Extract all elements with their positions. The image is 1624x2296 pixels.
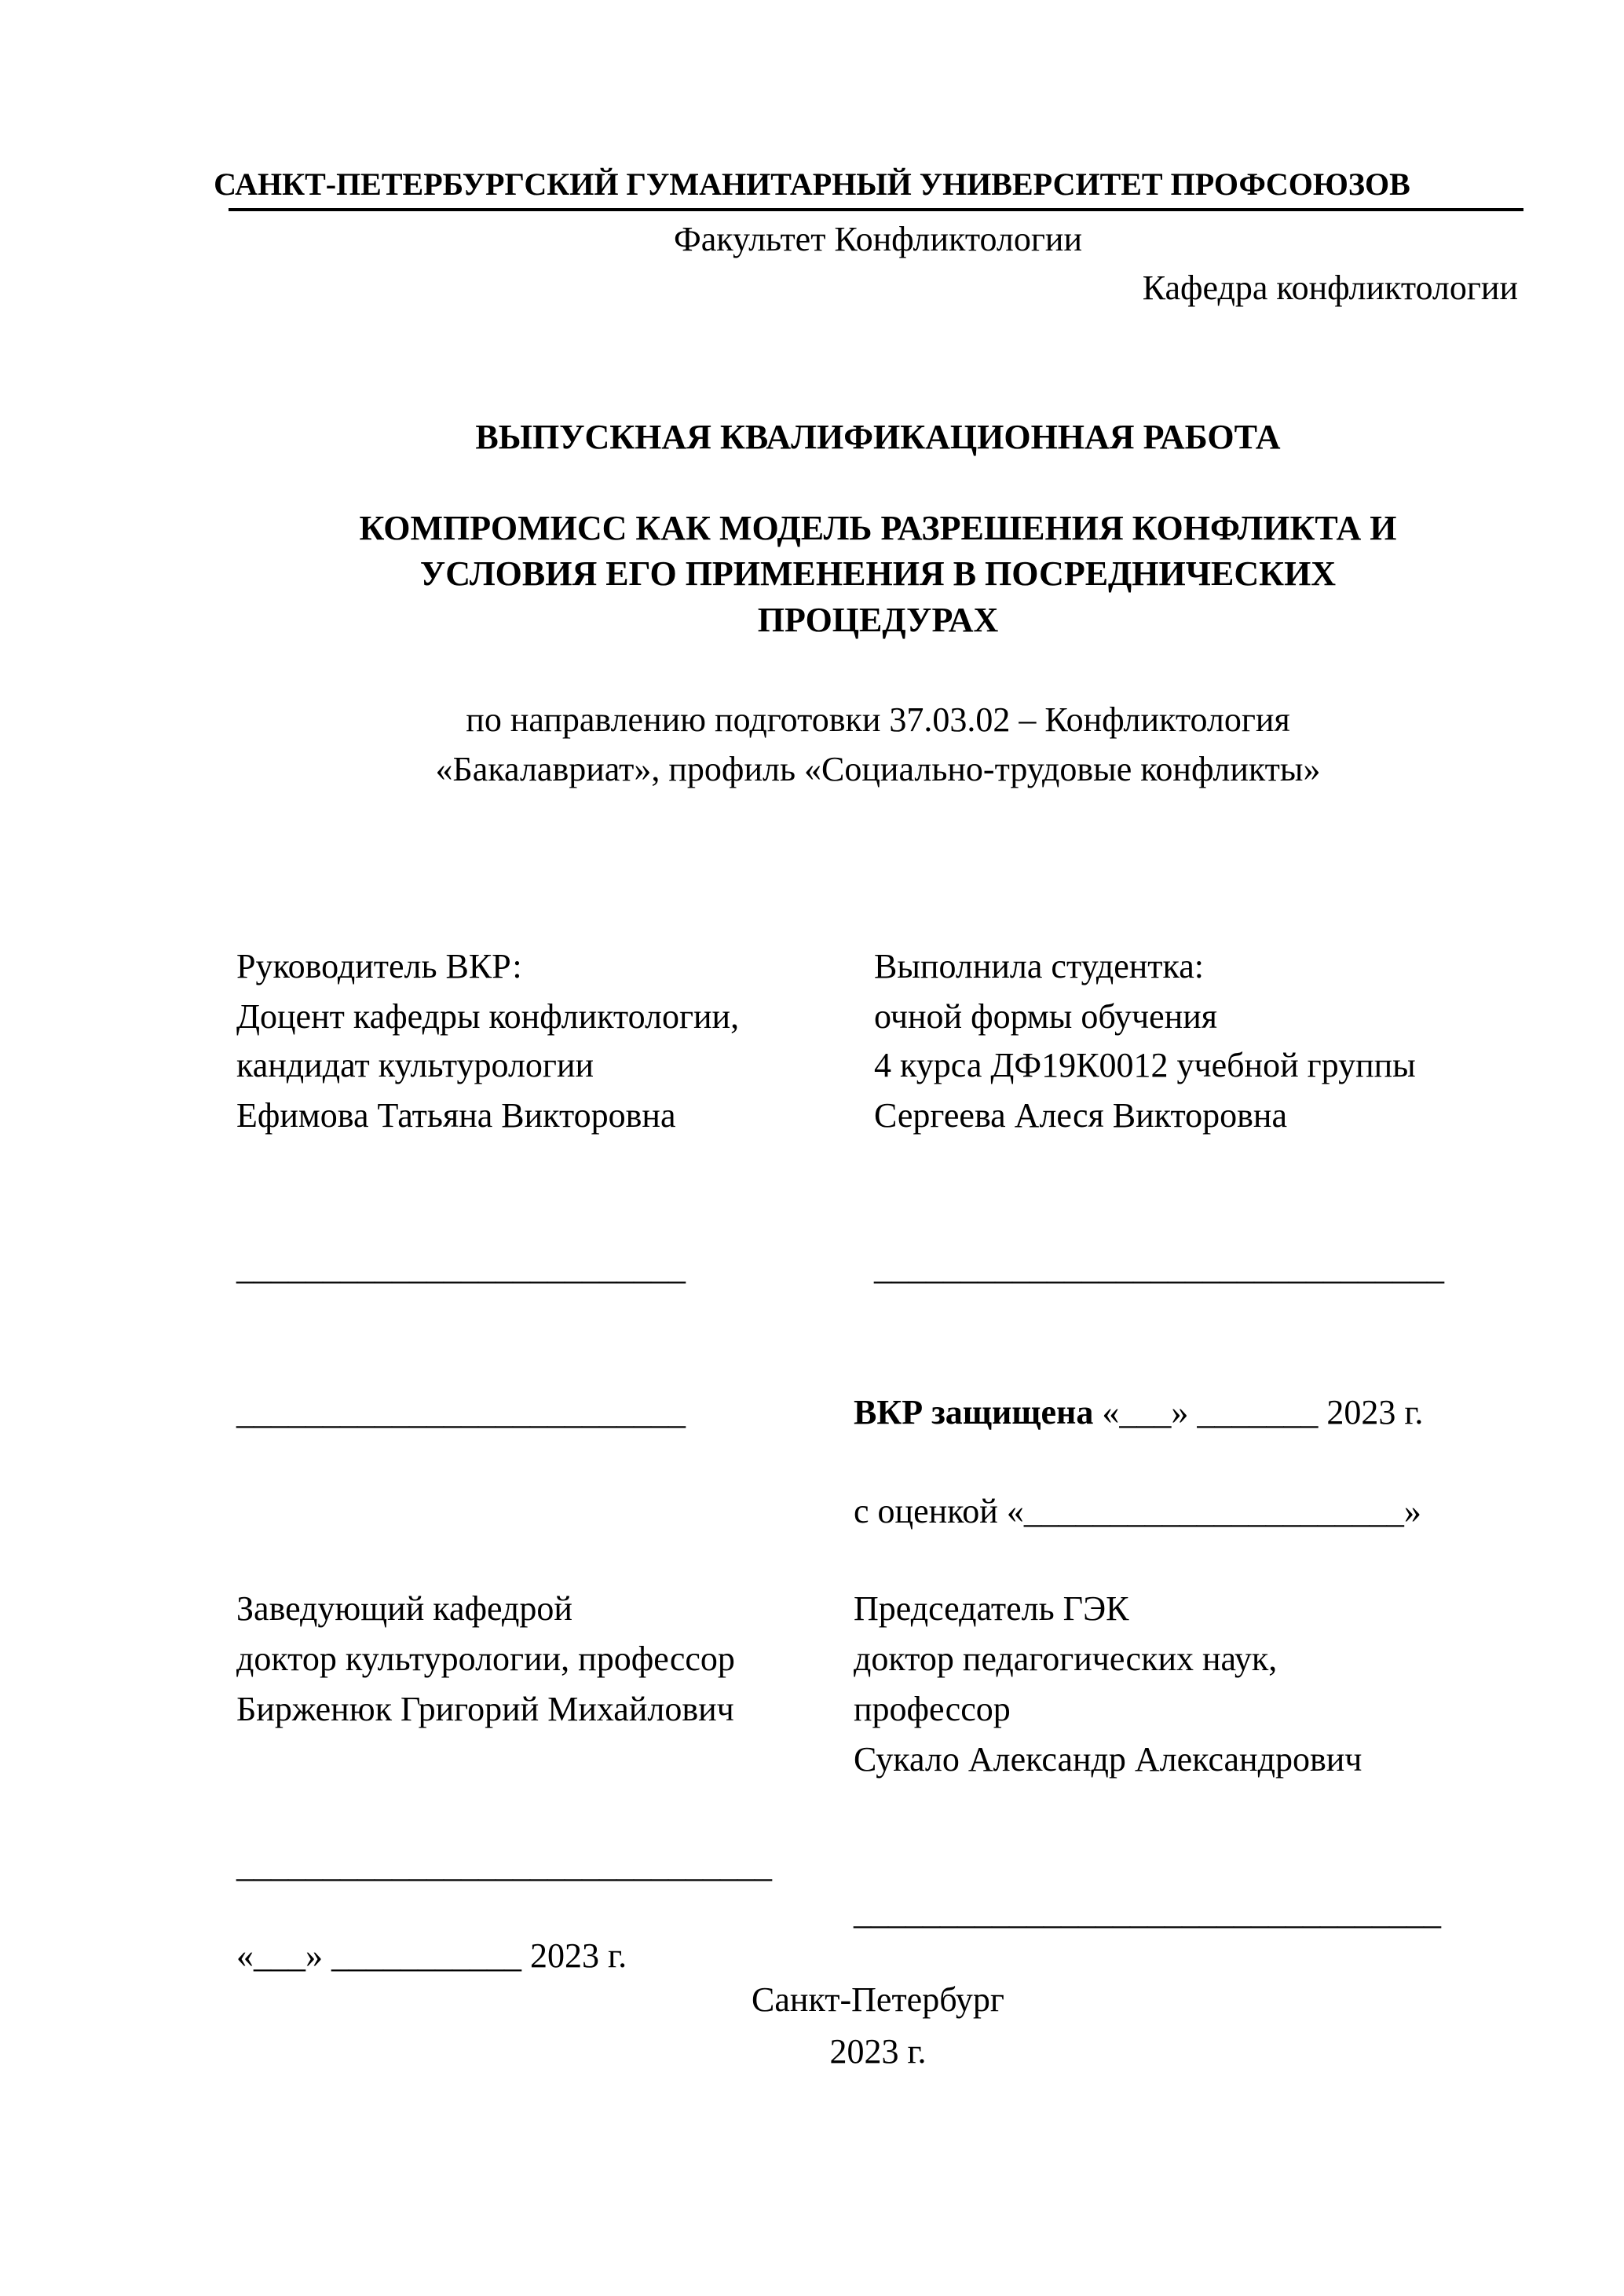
chair-line: Председатель ГЭК	[854, 1589, 1129, 1628]
chair-line: Сукало Александр Александрович	[854, 1740, 1362, 1779]
profile-text: «Бакалавриат», профиль «Социально-трудовые конфликты»	[435, 750, 1321, 788]
chair-line: доктор педагогических наук,	[854, 1640, 1278, 1678]
student-line: 4 курса ДФ19К0012 учебной группы	[874, 1046, 1416, 1084]
university-name: САНКТ-ПЕТЕРБУРГСКИЙ ГУМАНИТАРНЫЙ УНИВЕРСИТЕТ ПРОФСОЮЗОВ	[214, 166, 1410, 202]
department-name: Кафедра конфликтологии	[1142, 269, 1518, 307]
supervisor-line: Руководитель ВКР:	[236, 947, 522, 985]
defense-date-text: «___» _______ 2023 г.	[1093, 1393, 1424, 1431]
supervisor-line: кандидат культурологии	[236, 1046, 594, 1084]
supervisor-line: Доцент кафедры конфликтологии,	[236, 997, 740, 1036]
defense-label: ВКР защищена	[854, 1393, 1094, 1431]
student-line: Выполнила студентка:	[874, 947, 1204, 985]
defense-grade: с оценкой «______________________»	[854, 1492, 1421, 1530]
head-date: «___» ___________ 2023 г.	[236, 1936, 627, 1975]
head-line: Заведующий кафедрой	[236, 1589, 572, 1628]
header-rule	[229, 208, 1523, 211]
faculty-name: Факультет Конфликтологии	[673, 220, 1083, 258]
student-signature-line: _________________________________	[874, 1249, 1444, 1287]
supervisor-second-line: __________________________	[236, 1393, 686, 1431]
head-signature-line: _______________________________	[236, 1846, 772, 1885]
supervisor-line: Ефимова Татьяна Викторовна	[236, 1096, 676, 1135]
work-type-title: ВЫПУСКНАЯ КВАЛИФИКАЦИОННАЯ РАБОТА	[475, 418, 1281, 456]
footer-city: Санкт-Петербург	[752, 1980, 1004, 2019]
head-line: Бирженюк Григорий Михайлович	[236, 1690, 734, 1728]
direction-text: по направлению подготовки 37.03.02 – Конфликтология	[466, 700, 1290, 739]
topic-line: КОМПРОМИСС КАК МОДЕЛЬ РАЗРЕШЕНИЯ КОНФЛИКТА И	[359, 509, 1397, 547]
footer-year: 2023 г.	[829, 2032, 927, 2071]
head-line: доктор культурологии, профессор	[236, 1640, 735, 1678]
supervisor-signature-line: __________________________	[236, 1249, 686, 1287]
chair-line: профессор	[854, 1690, 1011, 1728]
defense-date	[854, 1387, 1423, 1438]
chair-signature-line: __________________________________	[854, 1893, 1441, 1932]
student-line: Сергеева Алеся Викторовна	[874, 1096, 1287, 1135]
student-line: очной формы обучения	[874, 997, 1218, 1036]
topic-line: УСЛОВИЯ ЕГО ПРИМЕНЕНИЯ В ПОСРЕДНИЧЕСКИХ	[419, 554, 1337, 593]
topic-line: ПРОЦЕДУРАХ	[757, 601, 999, 639]
